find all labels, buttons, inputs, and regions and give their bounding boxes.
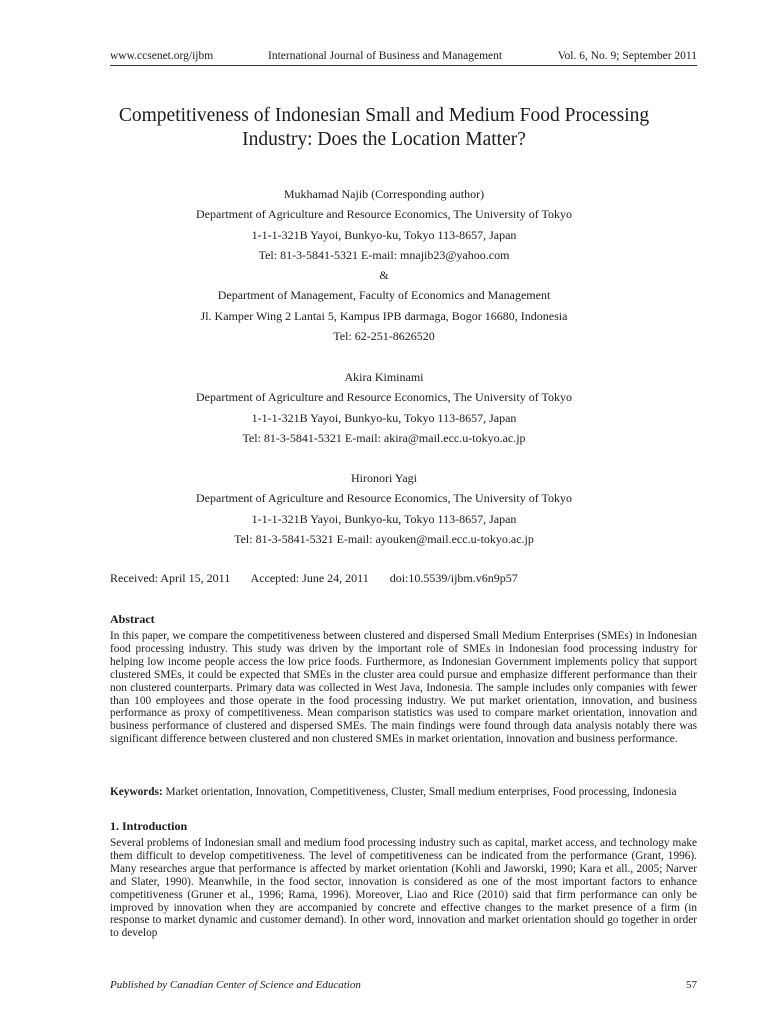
keywords-label: Keywords:: [110, 786, 163, 798]
journal-website[interactable]: www.ccsenet.org/ijbm: [110, 50, 214, 62]
abstract-text: In this paper, we compare the competitiveness between clustered and dispersed Small Medium Enterprises (SMEs) in Indonesian food processing industry. This study was driven by the important role of SMEs in Indonesian food processing industry for helping low income people access the low price foods. Furthermore, as Indonesian Government implements policy that support clustered SMEs, it could be expected that SMEs in the cluster area could pursue and emphasize different performance than their non clustered counterparts. Primary data was collected in West Java, Indonesia. The sample includes only companies with fewer than 100 employees and those operate in the food processing industry. We put market orientation, innovation, and business performance as proxy of competitiveness. Mean comparison statistics was used to compare market orientation, innovation and business performance of clustered and dispersed SMEs. The main findings were found through data analysis notably there was significant difference between clustered and non clustered SMEs in market orientation, innovation and business performance.: [110, 630, 697, 746]
page-footer: [110, 979, 697, 991]
author-department: Department of Agriculture and Resource Economics, The University of Tokyo: [196, 207, 572, 222]
author-block-2: [60, 367, 708, 448]
keywords-text: Market orientation, Innovation, Competitiveness, Cluster, Small medium enterprises, Food processing, Indonesia: [165, 786, 677, 798]
publisher-line: Published by Canadian Center of Science and Education: [110, 979, 361, 991]
received-accepted-doi: Received: April 15, 2011 Accepted: June 24, 2011 doi:10.5539/ijbm.v6n9p57: [110, 571, 518, 585]
title-line-2: Industry: Does the Location Matter?: [242, 129, 526, 150]
introduction-text: Several problems of Indonesian small and medium food processing industry such as capital, market access, and technology make them difficult to develop competitiveness. The level of competitiveness can be indicated from the performance (Grant, 1996). Many researches argue that performance is affected by market orientation (Kohli and Jaworski, 1990; Kara et all., 2005; Narver and Slater, 1990). Meanwhile, in the food sector, innovation is considered as one of the most important factors to enhance competitiveness (Gruner et al., 1996; Rama, 1996). Moreover, Liao and Rice (2010) said that firm performance can only be improved by innovation when they are accompanied by concrete and effective changes to the market presence of a firm (in response to market dynamic and customer demand). In other word, innovation and market orientation should go together in order to develop: [110, 837, 697, 940]
author-address: Jl. Kamper Wing 2 Lantai 5, Kampus IPB darmaga, Bogor 16680, Indonesia: [200, 308, 568, 323]
author-contact: Tel: 81-3-5841-5321 E-mail: ayouken@mail.ecc.u-tokyo.ac.jp: [234, 531, 534, 546]
author-name: Mukhamad Najib (Corresponding author): [283, 187, 485, 201]
paper-title: [60, 104, 708, 152]
abstract-heading: Abstract: [110, 612, 155, 626]
title-line-1: Competitiveness of Indonesian Small and Medium Food Processing: [118, 105, 650, 126]
ampersand: &: [379, 268, 389, 283]
page-number: 57: [686, 979, 697, 991]
introduction-heading: 1. Introduction: [110, 819, 188, 833]
author-department: Department of Agriculture and Resource Economics, The University of Tokyo: [196, 390, 572, 405]
author-address: 1-1-1-321B Yayoi, Bunkyo-ku, Tokyo 113-8657, Japan: [251, 410, 517, 425]
author-block-1: [60, 184, 708, 346]
author-department: Department of Agriculture and Resource Economics, The University of Tokyo: [196, 491, 572, 506]
author-name: Hironori Yagi: [350, 471, 417, 485]
author-block-3: [60, 468, 708, 549]
volume-issue: Vol. 6, No. 9; September 2011: [557, 50, 697, 62]
journal-name: International Journal of Business and Management: [268, 50, 503, 62]
author-contact: Tel: 81-3-5841-5321 E-mail: mnajib23@yahoo.com: [258, 247, 510, 262]
author-department: Department of Management, Faculty of Economics and Management: [217, 288, 551, 303]
author-contact: Tel: 81-3-5841-5321 E-mail: akira@mail.ecc.u-tokyo.ac.jp: [242, 430, 526, 445]
keywords: [110, 786, 697, 799]
author-address: 1-1-1-321B Yayoi, Bunkyo-ku, Tokyo 113-8657, Japan: [251, 511, 517, 526]
author-address: 1-1-1-321B Yayoi, Bunkyo-ku, Tokyo 113-8657, Japan: [251, 227, 517, 242]
author-name: Akira Kiminami: [344, 370, 424, 384]
running-header: [110, 49, 697, 66]
author-contact: Tel: 62-251-8626520: [333, 329, 435, 344]
